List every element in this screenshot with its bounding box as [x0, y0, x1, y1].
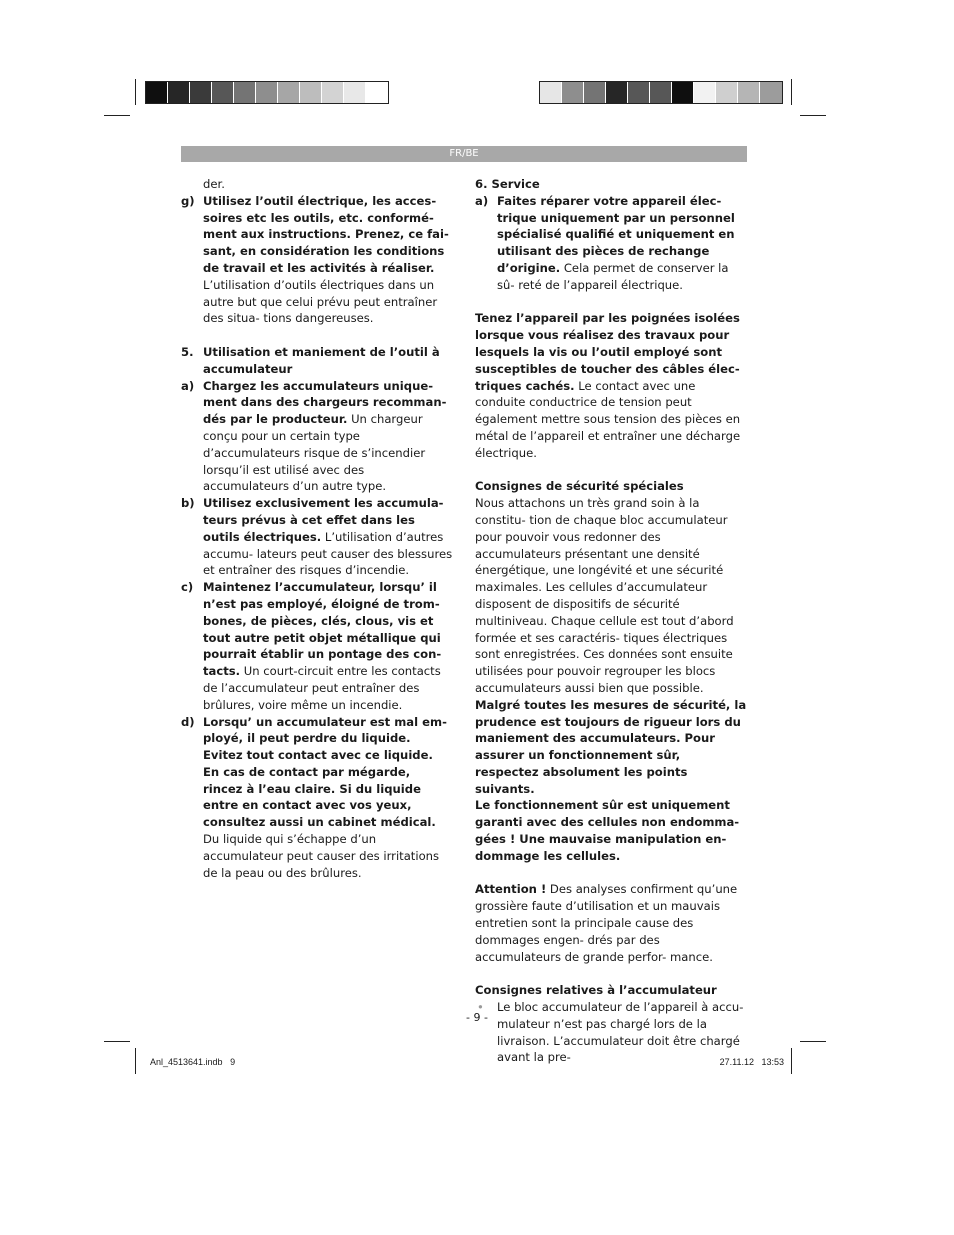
color-swatch	[760, 82, 782, 103]
color-swatch	[256, 82, 278, 103]
color-swatch	[146, 82, 168, 103]
bullet-text: Le bloc accumulateur de l’appareil à accu- mulateur n’est pas chargé lors de la livraison. L’accumulateur doit être chargé avant la pre-	[497, 1000, 744, 1065]
crop-mark	[800, 1041, 826, 1042]
color-swatch	[212, 82, 234, 103]
color-bar-left	[145, 81, 389, 104]
color-swatch	[738, 82, 760, 103]
item-d	[181, 714, 453, 882]
attention-paragraph: Attention ! Des analyses confirment qu’une grossière faute d’utilisation et un mauvais entretien sont la principale cause des dommages engen- drés par des accumulateurs de grande perfor- mance.	[475, 882, 738, 964]
crop-mark	[104, 1041, 130, 1042]
item-b	[181, 495, 453, 579]
color-swatch	[672, 82, 694, 103]
special-safety-warning: Malgré toutes les mesures de sécurité, la prudence est toujours de rigueur lors du maniement des accumulateurs. Pour assurer un fonctionnement sûr, respectez absolument les points suivants.	[475, 697, 747, 796]
crop-mark	[135, 79, 136, 105]
section-title: Utilisation et maniement de l’outil à accumulateur	[203, 344, 440, 376]
crop-mark	[791, 1048, 792, 1074]
crop-mark	[135, 1048, 136, 1074]
item-text: Un court-circuit entre les contacts de l’accumulateur peut entraîner des brûlures, voire même un incendie.	[203, 664, 441, 712]
color-swatch	[168, 82, 190, 103]
item-bold-text: Lorsqu’ un accumulateur est mal em- ployé, il peut perdre du liquide. Evitez tout contact avec ce liquide. En cas de contact par mégarde, rincez à l’eau claire. Si du liquide entre en contact avec vos yeux, consultez aussi un cabinet médical.	[203, 714, 447, 830]
special-safety-heading: Consignes de sécurité spéciales	[475, 479, 684, 494]
item-bold-text: Chargez les accumulateurs unique- ment dans des chargeurs recomman- dés par le producteur.	[203, 378, 447, 427]
continuation-text: der.	[203, 177, 225, 191]
color-swatch	[650, 82, 672, 103]
color-swatch	[278, 82, 300, 103]
item-bold-text: Faites réparer votre appareil élec- trique uniquement par un personnel spécialisé qualifié et uniquement en utilisant des pièces de rechange d’origine.	[497, 193, 735, 275]
special-safety-text: Nous attachons un très grand soin à la constitu- tion de chaque bloc accumulateur pour pouvoir vous redonner des accumulateurs présentant une densité énergétique, une longévité et une sécurité maximales. Les cellules d’accumulateur disposent de dispositifs de sécurité multiniveau. Chaque cellule est tout d’abord formée et ses caractéris- tiques électriques sont enregistrées. Ces données sont ensuite utilisées pour pouvoir regrouper les blocs accumulateurs aussi bien que possible.	[475, 496, 734, 695]
color-swatch	[606, 82, 628, 103]
battery-notes-item	[475, 999, 747, 1066]
color-swatch	[322, 82, 344, 103]
item-label: d)	[181, 714, 195, 729]
color-swatch	[562, 82, 584, 103]
color-swatch	[694, 82, 716, 103]
footer-file: Anl_4513641.indb 9	[150, 1057, 236, 1067]
color-swatch	[540, 82, 562, 103]
left-column	[181, 176, 453, 881]
item-text: Cela permet de conserver la sû- reté de l’appareil électrique.	[497, 260, 729, 292]
color-swatch	[366, 82, 388, 103]
section-number: 5.	[181, 344, 194, 359]
insulated-grip-paragraph: Tenez l’appareil par les poignées isolées lorsque vous réalisez des travaux pour lesquels la vis ou l’outil employé sont susceptibles de toucher des câbles élec- triques cachés. Le contact avec une conduite conductrice de tension peut également mettre sous tension des pièces en métal de l’appareil et entraîner une décharge électrique.	[475, 311, 741, 460]
color-swatch	[584, 82, 606, 103]
item-label: b)	[181, 496, 195, 511]
section-5-heading	[181, 344, 453, 378]
item-text: Du liquide qui s’échappe d’un accumulateur peut causer des irritations de la peau ou des brûlures.	[203, 832, 440, 880]
special-safety-warning-2: Le fonctionnement sûr est uniquement garanti avec des cellules non endomma- gées ! Une mauvaise manipulation en- dommage les cellules.	[475, 798, 740, 863]
language-header: FR/BE	[181, 146, 747, 162]
right-column	[475, 176, 747, 1066]
crop-mark	[104, 115, 130, 116]
bullet-icon: •	[477, 1000, 484, 1015]
crop-mark	[791, 79, 792, 105]
color-bar-right	[539, 81, 783, 104]
item-bold-text: Utilisez exclusivement les accumula- teurs prévus à cet effet dans les outils électriques.	[203, 496, 444, 544]
battery-notes-heading: Consignes relatives à l’accumulateur	[475, 983, 717, 998]
item-g	[181, 193, 453, 327]
color-swatch	[716, 82, 738, 103]
item-c	[181, 579, 453, 713]
item-bold-text: Utilisez l’outil électrique, les acces- soires etc les outils, etc. conformé- ment aux instructions. Prenez, ce fai- sant, en considération les conditions de travail et les activités à réaliser.	[203, 193, 449, 275]
item-bold-text: Maintenez l’accumulateur, lorsqu’ il n’est pas employé, éloigné de trom- bones, de pièces, clés, clous, vis et tout autre petit objet métallique qui pourrait établir un pontage des con- tacts.	[203, 580, 442, 679]
crop-mark	[800, 115, 826, 116]
item-a	[181, 378, 453, 496]
item-text: L’utilisation d’autres accumu- lateurs peut causer des blessures et entraîner des risques d’incendie.	[203, 529, 453, 578]
item-label: c)	[181, 580, 194, 595]
color-swatch	[190, 82, 212, 103]
section-6-heading: 6. Service	[475, 177, 540, 191]
color-swatch	[344, 82, 366, 103]
item-label: g)	[181, 193, 195, 208]
item-label: a)	[181, 378, 195, 393]
color-swatch	[300, 82, 322, 103]
color-swatch	[628, 82, 650, 103]
item-text: L’utilisation d’outils électriques dans un autre but que celui prévu peut entraîner des situa- tions dangereuses.	[203, 277, 438, 326]
page-number: - 9 -	[466, 1011, 488, 1024]
item-label: a)	[475, 193, 489, 208]
footer-date: 27.11.12 13:53	[719, 1057, 784, 1067]
item-service-a	[475, 193, 747, 294]
item-text: Un chargeur conçu pour un certain type d’accumulateurs risque de s’incendier lorsqu’il est utilisé avec des accumulateurs d’un autre type.	[203, 412, 426, 494]
color-swatch	[234, 82, 256, 103]
